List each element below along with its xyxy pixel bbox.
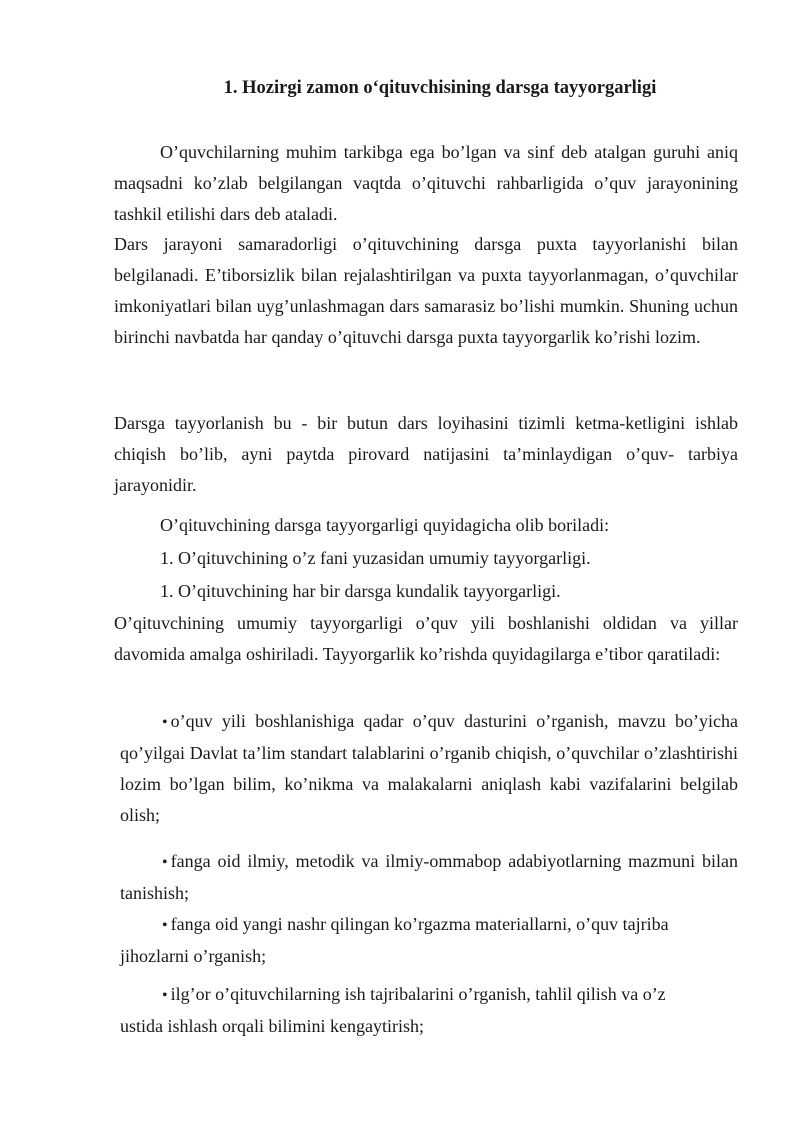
bullet-item-literature bbox=[120, 846, 738, 909]
bullet-text: fanga oid yangi nashr qilingan ko’rgazma materiallarni, o’quv tajriba jihozlarni o’rganish; bbox=[120, 914, 669, 966]
section-heading: 1. Hozirgi zamon o‘qituvchisining darsga tayyorgarligi bbox=[223, 78, 657, 98]
list-item-daily-preparation: 1. O’qituvchining har bir darsga kundalik tayyorgarligi. bbox=[160, 581, 561, 601]
bullet-icon: • bbox=[162, 917, 168, 934]
bullet-text: fanga oid ilmiy, metodik va ilmiy-ommabop adabiyotlarning mazmuni bilan tanishish; bbox=[120, 851, 738, 903]
bullet-icon: • bbox=[162, 854, 168, 871]
paragraph-preparation-definition: Darsga tayyorlanish bu - bir butun dars loyihasini tizimli ketma-ketligini ishlab chiqish bo’lib, ayni paytda pirovard natijasini ta’minlaydigan o’quv- tarbiya jarayonidir. bbox=[114, 413, 738, 495]
paragraph-dars-definition: O’quvchilarning muhim tarkibga ega bo’lgan va sinf deb atalgan guruhi aniq maqsadni ko’zlab belgilangan vaqtda o’qituvchi rahbarligida o’quv jarayonining tashkil etilishi dars deb ataladi. bbox=[114, 142, 738, 224]
paragraph-general-preparation: O’qituvchining umumiy tayyorgarligi o’quv yili boshlanishi oldidan va yillar davomida amalga oshiriladi. Tayyorgarlik ko’rishda quyidagilarga e’tibor qaratiladi: bbox=[114, 613, 738, 664]
bullet-item-materials bbox=[120, 909, 680, 972]
list-intro-line: O’qituvchining darsga tayyorgarligi quyidagicha olib boriladi: bbox=[160, 515, 610, 535]
bullet-text: ilg’or o’qituvchilarning ish tajribalarini o’rganish, tahlil qilish va o’z ustida ishlash orqali bilimini kengaytirish; bbox=[120, 984, 666, 1036]
list-item-general-preparation: 1. O’qituvchining o’z fani yuzasidan umumiy tayyorgarligi. bbox=[160, 548, 591, 568]
paragraph-dars-efficiency: Dars jarayoni samaradorligi o’qituvchining darsga puxta tayyorlanishi bilan belgilanadi. E’tiborsizlik bilan rejalashtirilgan va puxta tayyorlanmagan, o’quvchilar imkoniyatlari bilan uyg’unlashmagan dars samarasiz bo’lishi mumkin. Shuning uchun birinchi navbatda har qanday o’qituvchi darsga puxta tayyorgarlik ko’rishi lozim. bbox=[114, 234, 738, 347]
bullet-icon: • bbox=[162, 714, 168, 731]
bullet-item-experience bbox=[120, 979, 695, 1042]
bullet-icon: • bbox=[162, 987, 168, 1004]
bullet-text: o’quv yili boshlanishiga qadar o’quv dasturini o’rganish, mavzu bo’yicha qo’yilgai Davlat ta’lim standart talablarini o’rganib chiqish, o’quvchilar o’zlashtirishi lozim bo’lgan bilim, ko’nikma va malakalarni aniqlash kabi vazifalarini belgilab olish; bbox=[120, 711, 738, 825]
bullet-item-curriculum bbox=[120, 706, 738, 831]
